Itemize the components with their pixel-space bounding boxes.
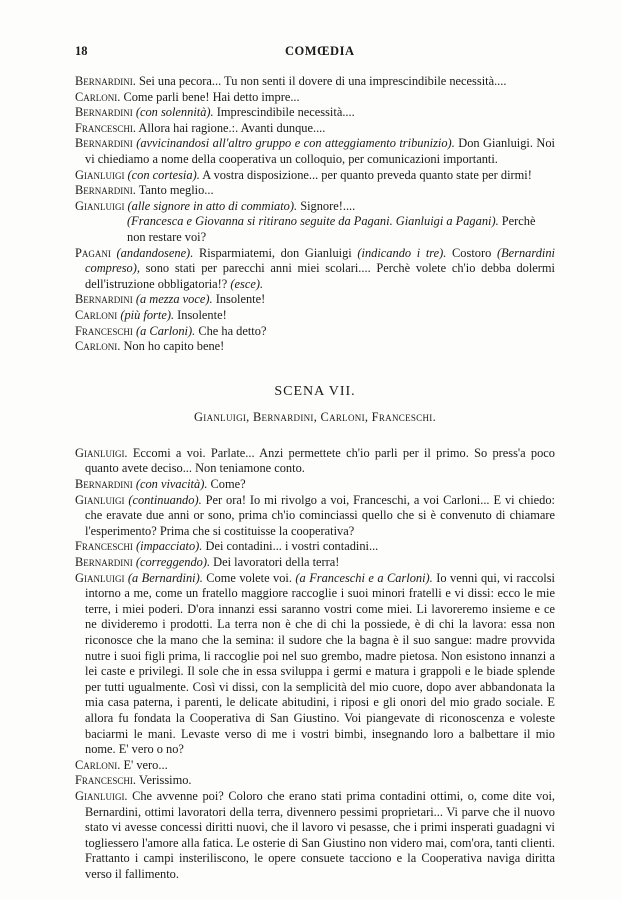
speech-text: Imprescindibile necessità.... — [213, 105, 355, 120]
speaker-name: Pagani — [75, 245, 111, 260]
speech — [75, 246, 555, 293]
dialogue-block-c — [75, 446, 555, 883]
speech-text: A vostra disposizione... per quanto preveda quanto state per dirmi! — [199, 167, 532, 182]
speaker-name: Gianluigi — [75, 167, 125, 182]
stage-direction: (a mezza voce). — [132, 292, 213, 307]
speaker-name: Bernardini. — [75, 74, 136, 88]
stage-direction: (avvicinandosi all'altro gruppo e con atteggiamento tribunizio). — [132, 136, 455, 151]
speaker-name: Bernardini. — [75, 183, 136, 198]
speech-text: E' vero... — [120, 757, 168, 772]
speech — [75, 324, 555, 340]
speaker-name: Gianluigi — [75, 492, 125, 507]
speech-text: Dei contadini... i vostri contadini... — [202, 539, 379, 554]
speech — [75, 773, 555, 789]
speech-text: Don Gianluigi. Noi vi chiediamo a nome della cooperativa un colloquio, per comunicazioni importanti. — [85, 136, 555, 166]
stage-direction: (a Carloni). — [132, 323, 196, 338]
stage-direction: (a Bernardini). — [124, 570, 203, 585]
speech — [75, 493, 555, 540]
speech-text: Eccomi a voi. Parlate... Anzi permettete ch'io parli per il primo. So press'a poco quanto avete deciso... Non teniamone conto. — [85, 445, 555, 476]
page-number: 18 — [75, 44, 88, 58]
speaker-name: Bernardini — [75, 105, 133, 120]
speech — [75, 168, 555, 184]
speaker-name: Gianluigi — [75, 570, 125, 585]
speech — [75, 183, 555, 199]
speech-text: sono stati per parecchi anni miei scolari.... Perchè volete ch'io debba dolermi dell'istruzione obbligatoria!? — [85, 261, 555, 291]
speech — [75, 758, 555, 774]
speech-text: Signore!.... — [297, 198, 356, 213]
speaker-name: Carloni — [75, 307, 118, 322]
speech — [75, 199, 555, 215]
speech-text: Non ho capito bene! — [120, 339, 225, 354]
speech-text: Allora hai ragione.:. Avanti dunque.... — [136, 120, 326, 135]
running-head: COMŒDIA — [285, 44, 355, 58]
speaker-name: Gianluigi. — [75, 788, 128, 803]
speech — [75, 121, 555, 137]
stage-direction: (andandosene). — [110, 245, 194, 260]
speech — [75, 136, 555, 167]
stage-direction — [75, 214, 555, 245]
stage-direction: (con solennità). — [132, 105, 214, 120]
speech — [75, 292, 555, 308]
speech — [75, 446, 555, 477]
stage-direction: (impacciato). — [132, 539, 203, 554]
stage-direction: (indicando i tre). — [351, 245, 447, 260]
speaker-name: Franceschi. — [75, 773, 136, 788]
play-text — [75, 74, 555, 883]
speech — [75, 789, 555, 883]
speech — [75, 339, 555, 355]
stage-direction-tail: Perchè non restare voi? — [127, 214, 536, 244]
speech-text: Insolente! — [212, 292, 266, 307]
speech-text: Come? — [207, 477, 246, 492]
speaker-name: Franceschi. — [75, 120, 136, 135]
dialogue-block-a — [75, 74, 555, 214]
speech-text: Per ora! Io mi rivolgo a voi, Franceschi, a voi Carloni... E vi chiedo: che eravate due anni or sono, prima ch'io cominciassi quello che si è convenuto di chiamare l'esperimento? Prima che si costituisse la cooperativa? — [85, 492, 555, 538]
speaker-name: Gianluigi — [75, 198, 125, 213]
speech — [75, 74, 555, 90]
scene-cast: Gianluigi, Bernardini, Carloni, Franceschi. — [194, 410, 436, 425]
speech-text: Dei lavoratori della terra! — [210, 555, 340, 570]
speaker-name: Bernardini — [75, 555, 133, 570]
speech-text: Verissimo. — [136, 773, 192, 788]
speech-text: Come volete voi. — [202, 570, 292, 585]
stage-direction: (più forte). — [117, 307, 175, 322]
speech — [75, 539, 555, 555]
stage-direction: (alle signore in atto di commiato). — [124, 198, 298, 213]
stage-direction: (a Franceschi e a Carloni). — [291, 570, 433, 585]
speaker-name: Bernardini — [75, 292, 133, 307]
speech — [75, 555, 555, 571]
stage-direction: (continuando). — [124, 492, 202, 507]
speech-text: Che avvenne poi? Coloro che erano stati prima contadini ottimi, o, come dite voi, Bernardini, ottimi lavoratori della terra, divennero pessimi proprietari... Vi parve che il nuovo stato vi avesse concessi diritti nuovi, che il lavoro vi pesasse, che i primi insperati guadagni vi togliessero l'amore alla fatica. Le osterie di San Giustino non videro mai, com'ora, tanti clienti. Frattanto i campi insteriliscono, le opere consuete tacciono e la Cooperativa naviga diritta verso il fallimento. — [85, 788, 555, 881]
speech — [75, 477, 555, 493]
stage-direction: (esce). — [227, 276, 264, 291]
speaker-name: Franceschi — [75, 539, 133, 554]
page-header — [75, 44, 545, 64]
speaker-name: Carloni. — [75, 757, 121, 772]
speaker-name: Franceschi — [75, 323, 133, 338]
speech-text: Tanto meglio... — [135, 183, 214, 198]
speech — [75, 571, 555, 758]
speech-text: Insolente! — [174, 307, 227, 322]
speech — [75, 90, 555, 106]
speech — [75, 105, 555, 121]
speaker-name: Carloni. — [75, 339, 121, 354]
speaker-name: Bernardini — [75, 477, 133, 492]
stage-direction: (correggendo). — [132, 555, 211, 570]
stage-direction: (con cortesia). — [124, 167, 200, 182]
speech-text: Risparmiatemi, don Gianluigi — [193, 245, 352, 260]
speech-text: Sei una pecora... Tu non senti il dovere di una imprescindibile necessità.... — [135, 74, 507, 88]
speech-text: Costoro — [446, 245, 492, 260]
speech-text: Io venni qui, vi raccolsi intorno a me, come un fratello maggiore raccoglie i suoi minori fratelli e vi dissi: ecco le mie terre, i miei poderi. D'ora innanzi essi saranno vostri come miei. Li lavoreremo insieme e ce ne divideremo i prodotti. La terra non è che di chi la possiede, è di chi la lavora: essa non riconosce che la mano che la semina: il sudore che la bagna è il suo sangue: madre provvida nutre i suoi figli prima, li raccoglie poi nel suo grembo, madre pietosa. Non esistono innanzi a lei caste e privilegi. Il sole che in essa sviluppa i germi e matura i grappoli e le biade splende per tutti ugualmente. Così vi dissi, con la semplicità del mio cuore, dopo aver abbandonata la mia casa paterna, i parenti, le delicate abitudini, i riposi e gli onori del mio grado sociale. E allora fu fondata la Cooperativa di San Giustino. Voi piangevate di riconoscenza e voleste baciarmi le mani. Levaste verso di me i vostri bimbi, insegnando loro a balbettare il mio nome. E' vero o no? — [85, 570, 555, 757]
speech — [75, 308, 555, 324]
speech-text: Che ha detto? — [195, 323, 267, 338]
speech-text: Come parli bene! Hai detto impre... — [120, 89, 300, 104]
dialogue-block-b — [75, 246, 555, 355]
speaker-name: Gianluigi. — [75, 445, 128, 460]
stage-direction: (Bernardini compreso), — [85, 245, 555, 276]
speaker-name: Carloni. — [75, 89, 121, 104]
speaker-name: Bernardini — [75, 136, 133, 151]
stage-direction-text: (Francesca e Giovanna si ritirano seguite da Pagani. Gianluigi a Pagani). — [127, 214, 499, 229]
stage-direction: (con vivacità). — [132, 477, 208, 492]
scene-title: SCENA VII. — [274, 383, 356, 399]
